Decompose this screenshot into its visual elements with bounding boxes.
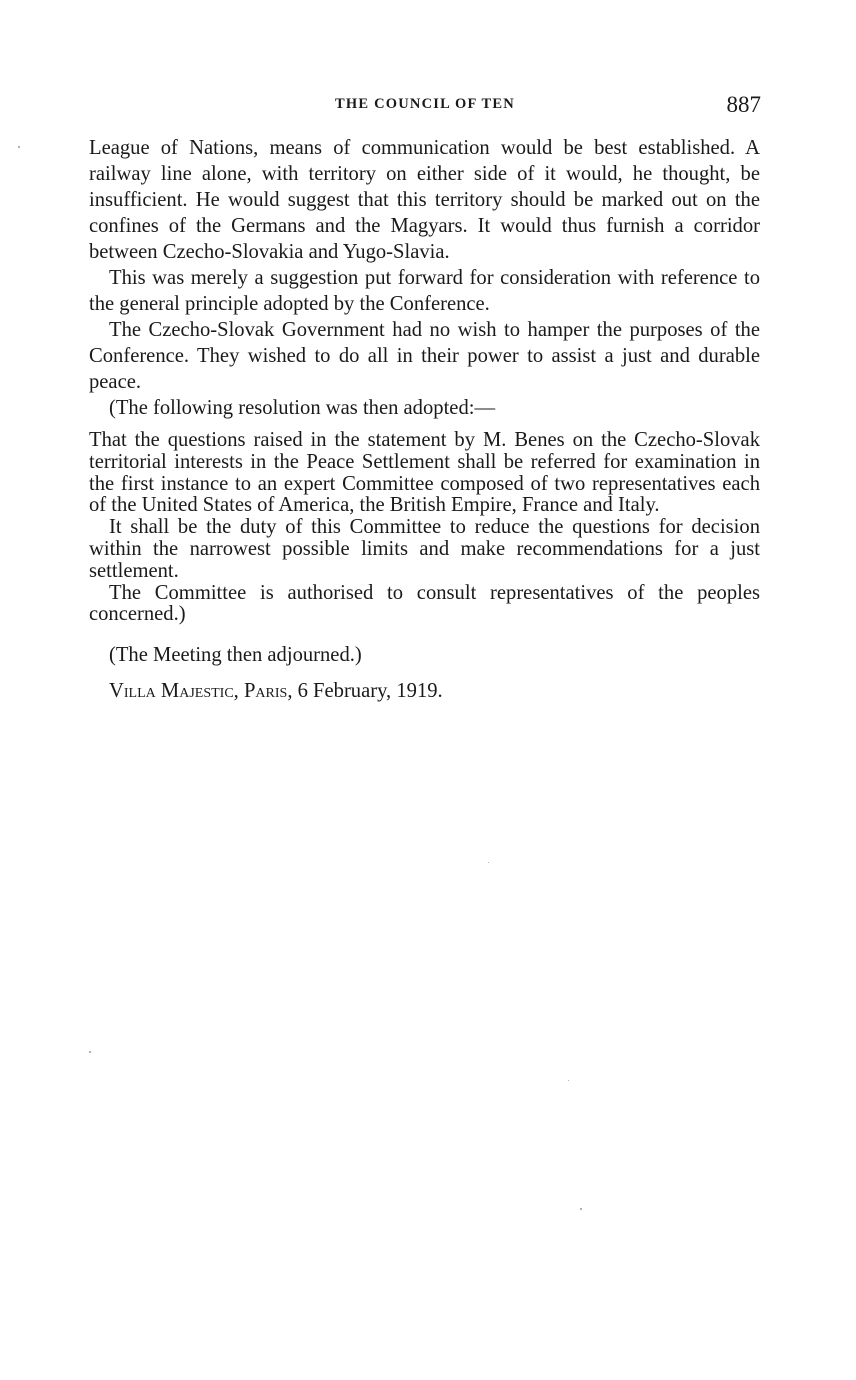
date-text: , 6 February, 1919. [287,680,443,703]
place-date-line [89,678,760,704]
running-head [89,92,761,122]
place-name: Villa Majestic, Paris [109,680,288,703]
closing-block [89,642,760,704]
resolution-clause-1: That the questions raised in the statement by M. Benes on the Czecho-Slovak territorial interests in the Peace Settlement shall be referred for examination in the first instance to an expert Committee composed of two representatives each of the United States of America, the British Empire, France and Italy. [89,429,760,517]
running-title: THE COUNCIL OF TEN [335,96,515,112]
adjourned-note: (The Meeting then adjourned.) [109,644,362,667]
body-text [89,135,760,714]
paper-speck [89,1051,91,1053]
paper-speck [580,1208,582,1210]
paper-speck [488,862,489,863]
resolution-block [89,430,760,626]
paper-speck [568,1080,569,1081]
paper-speck [18,146,20,148]
page-number: 887 [726,92,761,117]
paragraph-suggestion: This was merely a suggestion put forward for consideration with reference to the general principle adopted by the Conference. [89,267,760,315]
paragraph-government: The Czecho-Slovak Government had no wish to hamper the purposes of the Conference. They wished to do all in their power to assist a just and durable peace. [89,319,760,393]
paragraph-resolution-intro: (The following resolution was then adopted:— [109,397,496,419]
resolution-clause-3: The Committee is authorised to consult representatives of the peoples concerned.) [89,581,760,626]
paragraph-continuation: League of Nations, means of communication would be best established. A railway line alone, with territory on either side of it would, he thought, be insufficient. He would suggest that this territory should be marked out on the confines of the Germans and the Magyars. It would thus furnish a corridor between Czecho-Slovakia and Yugo-Slavia. [89,137,760,263]
resolution-clause-2: It shall be the duty of this Committee to reduce the questions for decision within the narrowest possible limits and make recommendations for a just settlement. [89,516,760,582]
